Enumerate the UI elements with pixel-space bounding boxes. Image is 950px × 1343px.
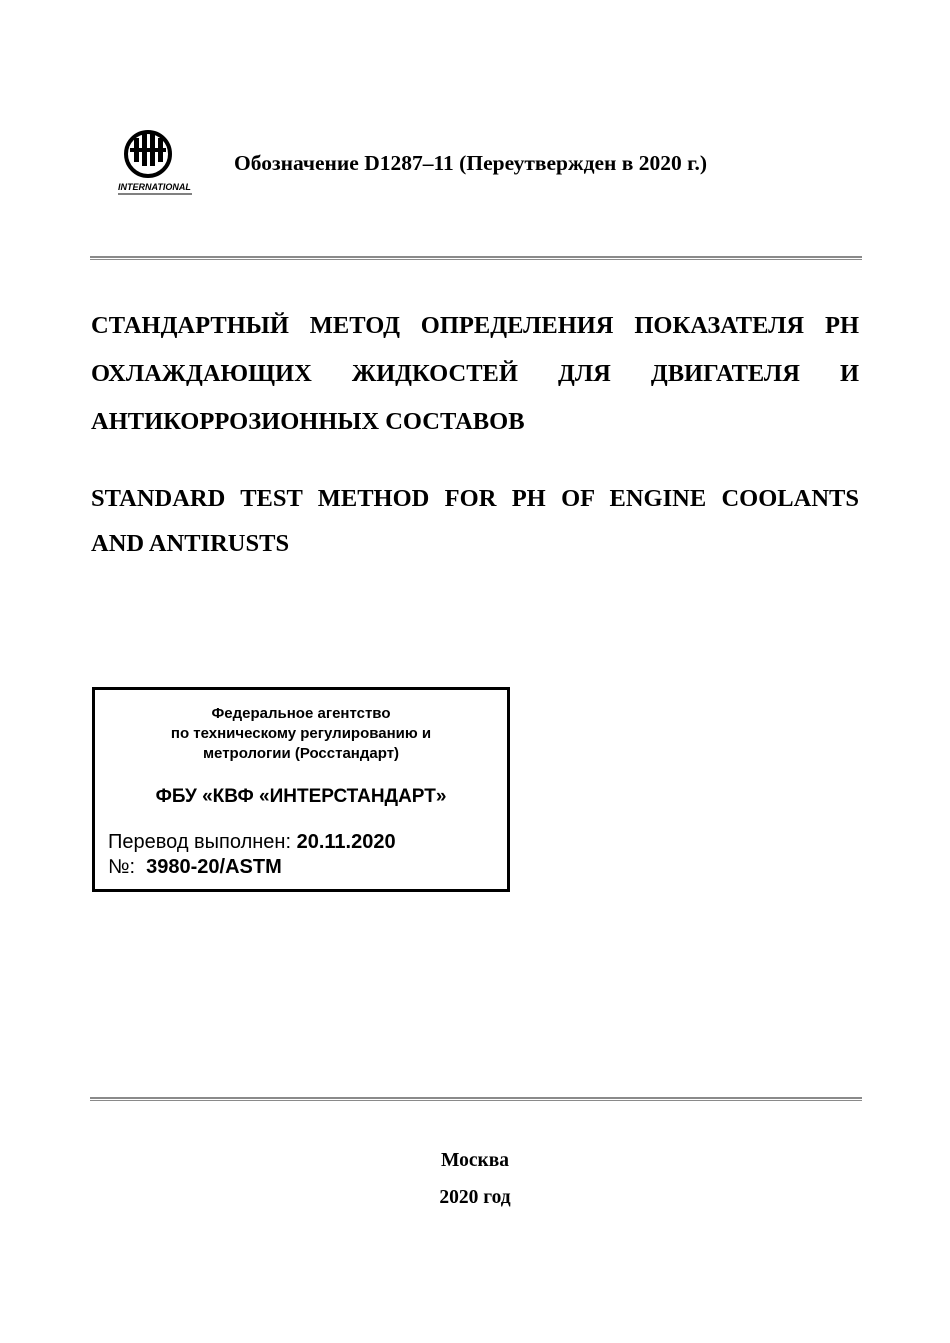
agency-name bbox=[95, 704, 507, 764]
agency-line-3: метрологии (Росстандарт) bbox=[202, 745, 400, 762]
astm-logo bbox=[112, 124, 196, 198]
year: 2020 год bbox=[439, 1187, 511, 1208]
organization-name: ФБУ «КВФ «ИНТЕРСТАНДАРТ» bbox=[155, 786, 447, 807]
translation-label: Перевод выполнен: bbox=[108, 831, 292, 853]
number-value: 3980-20/ASTM bbox=[146, 856, 282, 878]
logo-caption: INTERNATIONAL bbox=[118, 182, 191, 192]
title-en-line-1: STANDARD TEST METHOD FOR PH OF ENGINE COOLANTS bbox=[91, 485, 859, 512]
title-russian bbox=[91, 302, 859, 446]
title-ru-line-2: ОХЛАЖДАЮЩИХ ЖИДКОСТЕЙ ДЛЯ ДВИГАТЕЛЯ И bbox=[91, 360, 859, 387]
top-divider bbox=[90, 256, 862, 260]
title-ru-line-1: СТАНДАРТНЫЙ МЕТОД ОПРЕДЕЛЕНИЯ ПОКАЗАТЕЛЯ PH bbox=[91, 312, 859, 339]
title-english bbox=[91, 476, 859, 566]
city: Москва bbox=[440, 1150, 510, 1171]
title-en-line-2: AND ANTIRUSTS bbox=[91, 530, 290, 557]
number-label: №: bbox=[108, 856, 136, 878]
translation-stamp bbox=[92, 687, 510, 892]
translation-info bbox=[108, 830, 396, 880]
agency-line-1: Федеральное агентство bbox=[211, 705, 391, 722]
document-designation: Обозначение D1287–11 (Переутвержден в 2020 г.) bbox=[234, 151, 707, 175]
bottom-divider bbox=[90, 1097, 862, 1101]
agency-line-2: по техническому регулированию и bbox=[170, 725, 432, 742]
translation-date: 20.11.2020 bbox=[296, 831, 396, 853]
title-ru-line-3: АНТИКОРРОЗИОННЫХ СОСТАВОВ bbox=[91, 408, 525, 435]
